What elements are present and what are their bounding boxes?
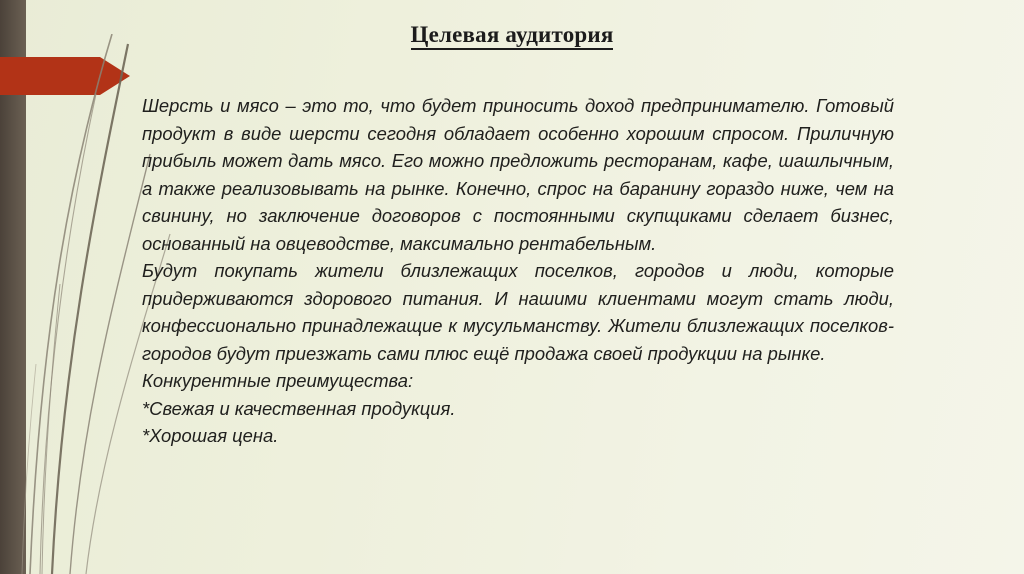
paragraph: Шерсть и мясо – это то, что будет приносить доход предпринимателю. Готовый продукт в виде шерсти сегодня обладает особенно хорошим спросом. Приличную прибыль может дать мясо. Его можно предложить ресторанам, кафе, шашлычным, а также реализовывать на рынке. Конечно, спрос на баранину гораздо ниже, чем на свинину, но заключение договоров с постоянными скупщиками сделает бизнес, основанный на овцеводстве, максимально рентабельным. [142,95,894,254]
slide-title-text: Целевая аудитория [411,22,614,50]
paragraph: Будут покупать жители близлежащих поселков, городов и люди, которые придерживаются здорового питания. И нашими клиентами могут стать люди, конфессионально принадлежащие к мусульманству. Жители близлежащих поселков-городов будут приезжать сами плюс ещё продажа своей продукции на рынке. [142,260,894,364]
red-arrow-banner [0,57,130,95]
slide-title [0,22,1024,48]
paragraph: *Хорошая цена. [142,425,279,446]
paragraph: Конкурентные преимущества: [142,370,414,391]
paragraph: *Свежая и качественная продукция. [142,397,456,419]
slide-body [142,92,894,450]
